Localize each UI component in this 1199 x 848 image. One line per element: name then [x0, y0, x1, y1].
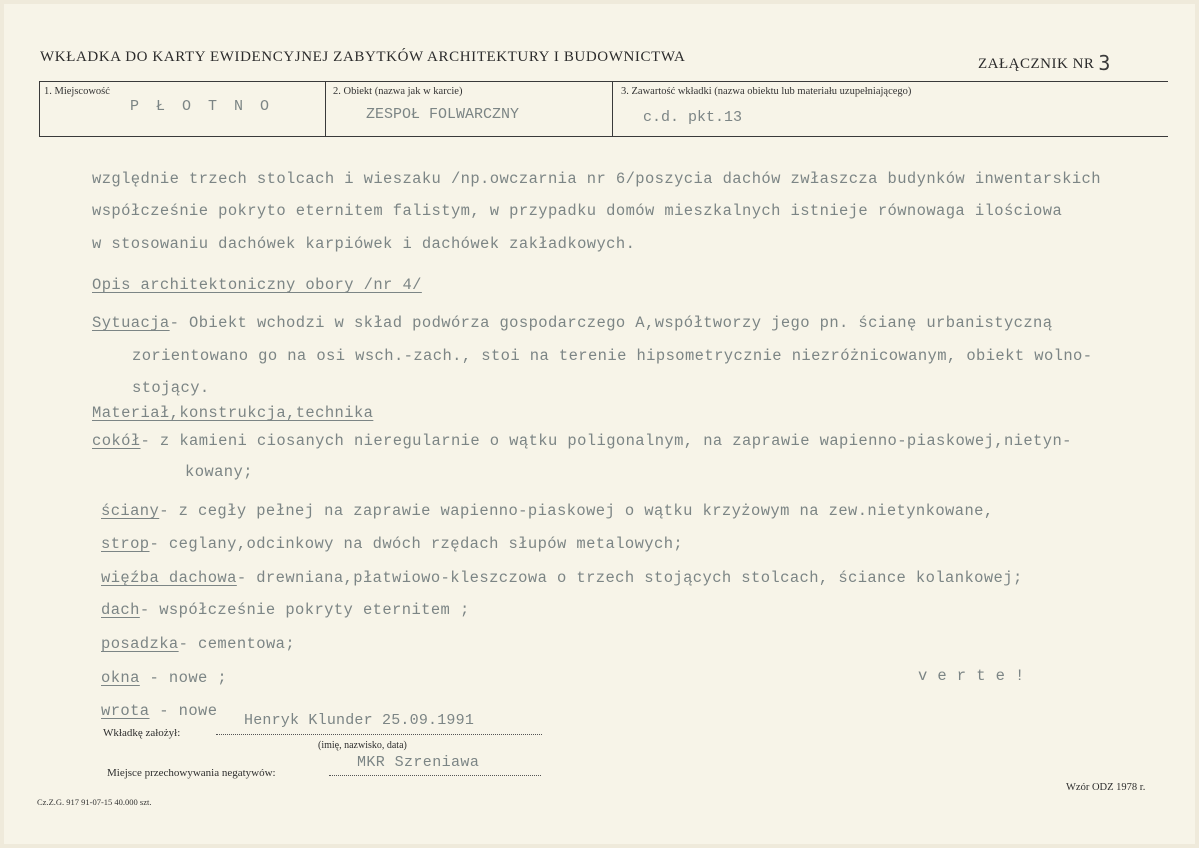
print-number: Cz.Z.G. 917 91-07-15 40.000 szt. [37, 797, 152, 807]
author-sub-label: (imię, nazwisko, data) [318, 740, 407, 751]
situation-row [92, 314, 1052, 332]
situation-text-2: zorientowano go na osi wsch.-zach., stoi na terenie hipsometrycznie niezróżnicowanym, obiekt wolno- [132, 347, 1093, 365]
floor-label: posadzka [101, 635, 179, 653]
walls-row [101, 502, 994, 520]
windows-text: - nowe ; [139, 669, 228, 687]
form-template-code: Wzór ODZ 1978 r. [1066, 782, 1146, 793]
roof-label: dach [101, 601, 140, 619]
floor-text: - cementowa; [178, 635, 296, 653]
walls-text: - z cegły pełnej na zaprawie wapienno-piaskowej o wątku krzyżowym na zew.nietynkowane, [159, 502, 994, 520]
storage-value: MKR Szreniawa [357, 754, 480, 771]
form-title: WKŁADKA DO KARTY EWIDENCYJNEJ ZABYTKÓW ARCHITEKTURY I BUDOWNICTWA [40, 49, 686, 65]
situation-text-1: - Obiekt wchodzi w skład podwórza gospodarczego A,współtworzy jego pn. ścianę urbanistyczną [169, 314, 1053, 332]
fields-left-border [39, 82, 40, 136]
gates-label: wrota [101, 702, 150, 720]
windows-label: okna [101, 669, 140, 687]
fields-divider-1 [325, 82, 326, 136]
floor-row [101, 635, 295, 653]
gates-row [101, 702, 217, 720]
body-line-1: względnie trzech stolcach i wieszaku /np.owczarnia nr 6/poszycia dachów zwłaszcza budynków inwentarskich [92, 170, 1101, 188]
ceiling-row [101, 535, 683, 553]
fields-bottom-border [39, 136, 1168, 137]
heading-architectural-description: Opis architektoniczny obory /nr 4/ [92, 276, 422, 294]
ceiling-label: strop [101, 535, 150, 553]
roof-truss-text: - drewniana,płatwiowo-kleszczowa o trzech stojących stolcach, ściance kolankowej; [236, 569, 1023, 587]
situation-label: Sytuacja [92, 314, 170, 332]
content-label: 3. Zawartość wkładki (nazwa obiektu lub materiału uzupełniającego) [621, 86, 912, 97]
ceiling-text: - ceglany,odcinkowy na dwóch rzędach słupów metalowych; [149, 535, 684, 553]
annex-label-text: ZAŁĄCZNIK NR [978, 56, 1095, 72]
gates-text: - nowe [149, 702, 218, 720]
author-dotted-line [216, 734, 542, 735]
plinth-text-1: - z kamieni ciosanych nieregularnie o wątku poligonalnym, na zaprawie wapienno-piaskowej,nietyn- [140, 432, 1072, 450]
author-label: Wkładkę założył: [103, 727, 181, 739]
plinth-row [92, 432, 1072, 450]
content-value: c.d. pkt.13 [643, 109, 743, 126]
roof-row [101, 601, 470, 619]
storage-label: Miejsce przechowywania negatywów: [107, 767, 276, 779]
walls-label: ściany [101, 502, 160, 520]
body-line-3: w stosowaniu dachówek karpiówek i dachówek zakładkowych. [92, 235, 636, 253]
roof-text: - współcześnie pokryty eternitem ; [139, 601, 470, 619]
storage-dotted-line [329, 775, 541, 776]
situation-text-3: stojący. [132, 379, 210, 397]
plinth-label: cokół [92, 432, 141, 450]
fields-top-border [39, 81, 1168, 82]
author-value: Henryk Klunder 25.09.1991 [244, 712, 475, 729]
object-value: ZESPOŁ FOLWARCZNY [366, 106, 520, 123]
locality-label: 1. Miejscowość [44, 86, 110, 97]
plinth-text-2: kowany; [185, 463, 253, 481]
object-label: 2. Obiekt (nazwa jak w karcie) [333, 86, 463, 97]
annex-label [978, 49, 1111, 73]
windows-row [101, 669, 227, 687]
roof-truss-row [101, 569, 1023, 587]
verte-note: v e r t e ! [918, 667, 1025, 685]
heading-material: Materiał,konstrukcja,technika [92, 404, 374, 422]
body-line-2: współcześnie pokryto eternitem falistym, w przypadku domów mieszkalnych istnieje równowaga ilościowa [92, 202, 1063, 220]
fields-divider-2 [612, 82, 613, 136]
annex-number: 3 [1098, 51, 1111, 75]
roof-truss-label: więźba dachowa [101, 569, 237, 587]
locality-value: P Ł O T N O [130, 98, 274, 115]
